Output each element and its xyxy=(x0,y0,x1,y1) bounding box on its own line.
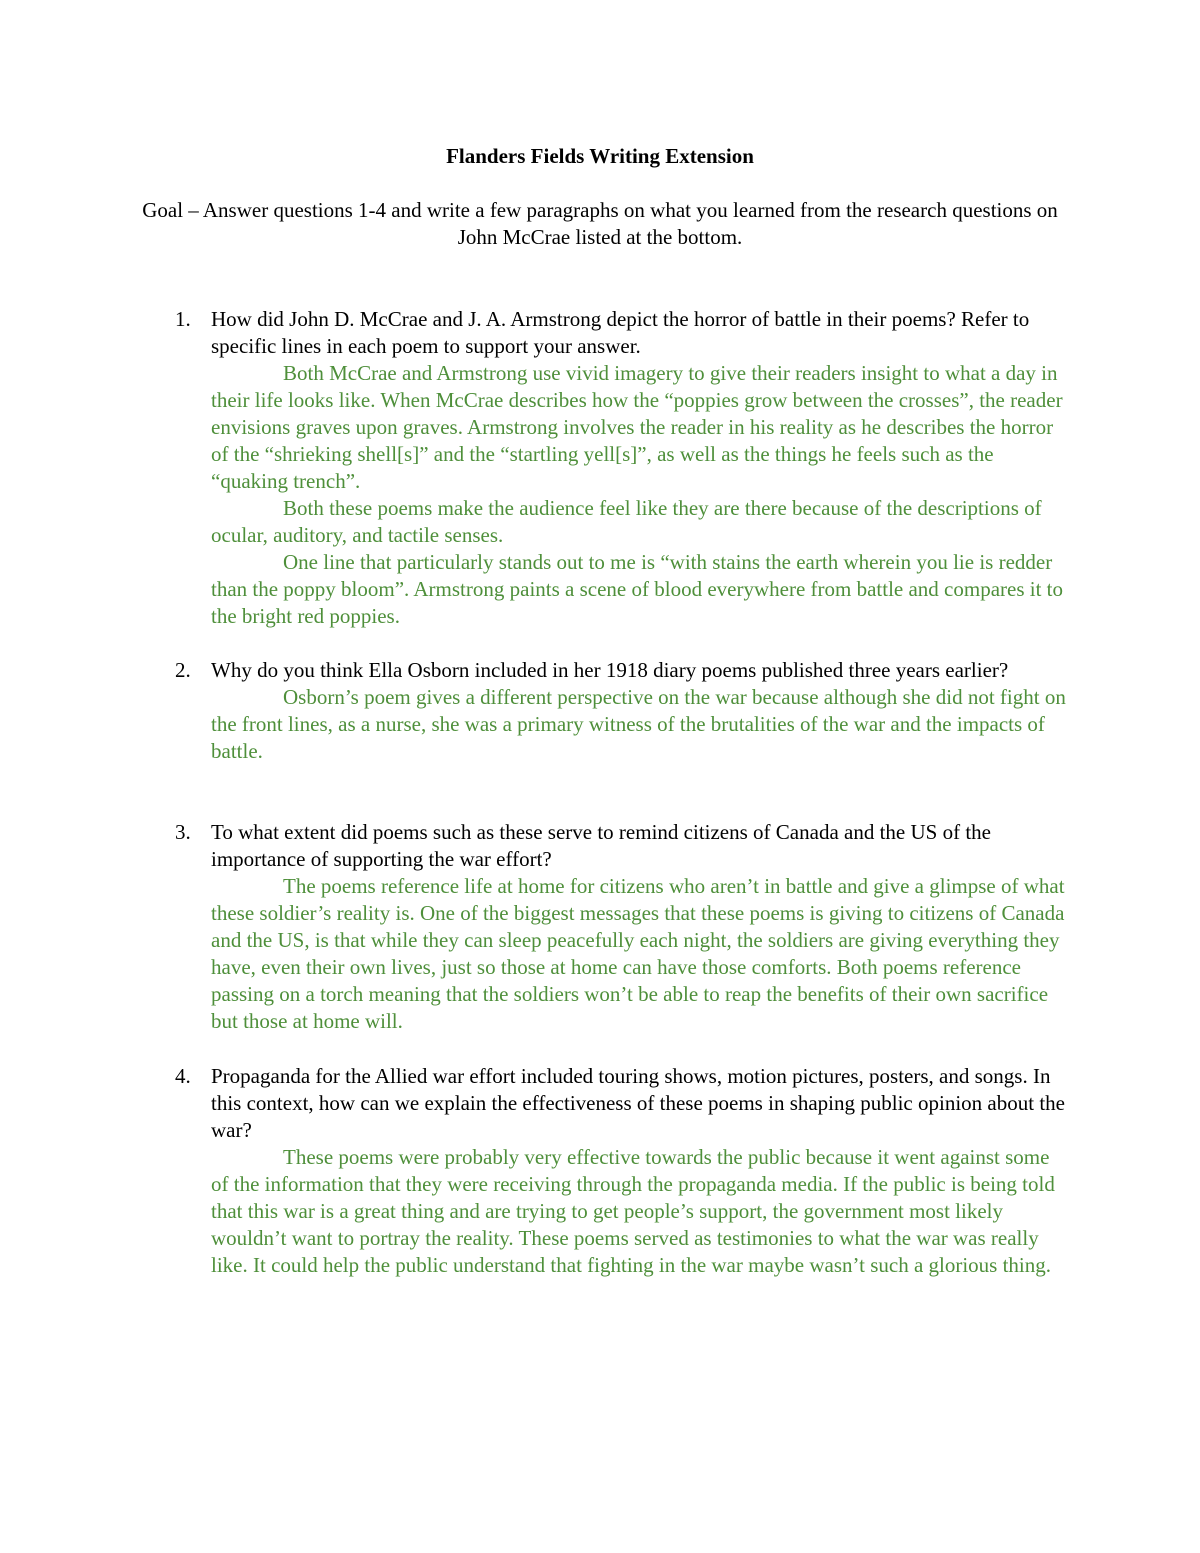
answer-paragraph: Both McCrae and Armstrong use vivid imagery to give their readers insight to what a day in their life looks like. When McCrae describes how the “poppies grow between the crosses”, the reader envisions graves upon graves. Armstrong involves the reader in his reality as he describes the horror of the “shrieking shell[s]” and the “startling yell[s]”, as well as the things he feels such as the “quaking trench”. xyxy=(211,361,1063,493)
question-block-1 xyxy=(211,306,1071,630)
goal-statement: Goal – Answer questions 1-4 and write a few paragraphs on what you learned from the research questions on John McCrae listed at the bottom. xyxy=(142,198,1058,249)
question-number: 3. xyxy=(175,820,191,844)
question-block-4 xyxy=(211,1063,1071,1279)
question-number: 1. xyxy=(175,307,191,331)
question-block-2 xyxy=(211,657,1071,765)
question-block-3 xyxy=(211,819,1071,1035)
answer-paragraph: Both these poems make the audience feel like they are there because of the descriptions of ocular, auditory, and tactile senses. xyxy=(211,496,1042,547)
answer-paragraph: These poems were probably very effective towards the public because it went against some of the information that they were receiving through the propaganda media. If the public is being told that this war is a great thing and are trying to get people’s support, the government most likely wouldn’t want to portray the reality. These poems served as testimonies to what the war was really like. It could help the public understand that fighting in the war maybe wasn’t such a glorious thing. xyxy=(211,1145,1055,1277)
answer-paragraph: One line that particularly stands out to me is “with stains the earth wherein you lie is redder than the poppy bloom”. Armstrong paints a scene of blood everywhere from battle and compares it to the bright red poppies. xyxy=(211,550,1064,628)
question-text: To what extent did poems such as these serve to remind citizens of Canada and the US of the importance of supporting the war effort? xyxy=(211,820,991,871)
question-text: Why do you think Ella Osborn included in her 1918 diary poems published three years earlier? xyxy=(211,658,1009,682)
document-title: Flanders Fields Writing Extension xyxy=(446,144,754,168)
question-number: 2. xyxy=(175,658,191,682)
question-text: How did John D. McCrae and J. A. Armstrong depict the horror of battle in their poems? Refer to specific lines in each poem to support your answer. xyxy=(211,307,1030,358)
question-text: Propaganda for the Allied war effort included touring shows, motion pictures, posters, and songs. In this context, how can we explain the effectiveness of these poems in shaping public opinion about the war? xyxy=(211,1064,1065,1142)
answer-paragraph: Osborn’s poem gives a different perspective on the war because although she did not fight on the front lines, as a nurse, she was a primary witness of the brutalities of the war and the impacts of battle. xyxy=(211,685,1066,763)
answer-paragraph: The poems reference life at home for citizens who aren’t in battle and give a glimpse of what these soldier’s reality is. One of the biggest messages that these poems is giving to citizens of Canada and the US, is that while they can sleep peacefully each night, the soldiers are giving everything they have, even their own lives, just so those at home can have those comforts. Both poems reference passing on a torch meaning that the soldiers won’t be able to reap the benefits of their own sacrifice but those at home will. xyxy=(211,874,1065,1033)
question-number: 4. xyxy=(175,1064,191,1088)
